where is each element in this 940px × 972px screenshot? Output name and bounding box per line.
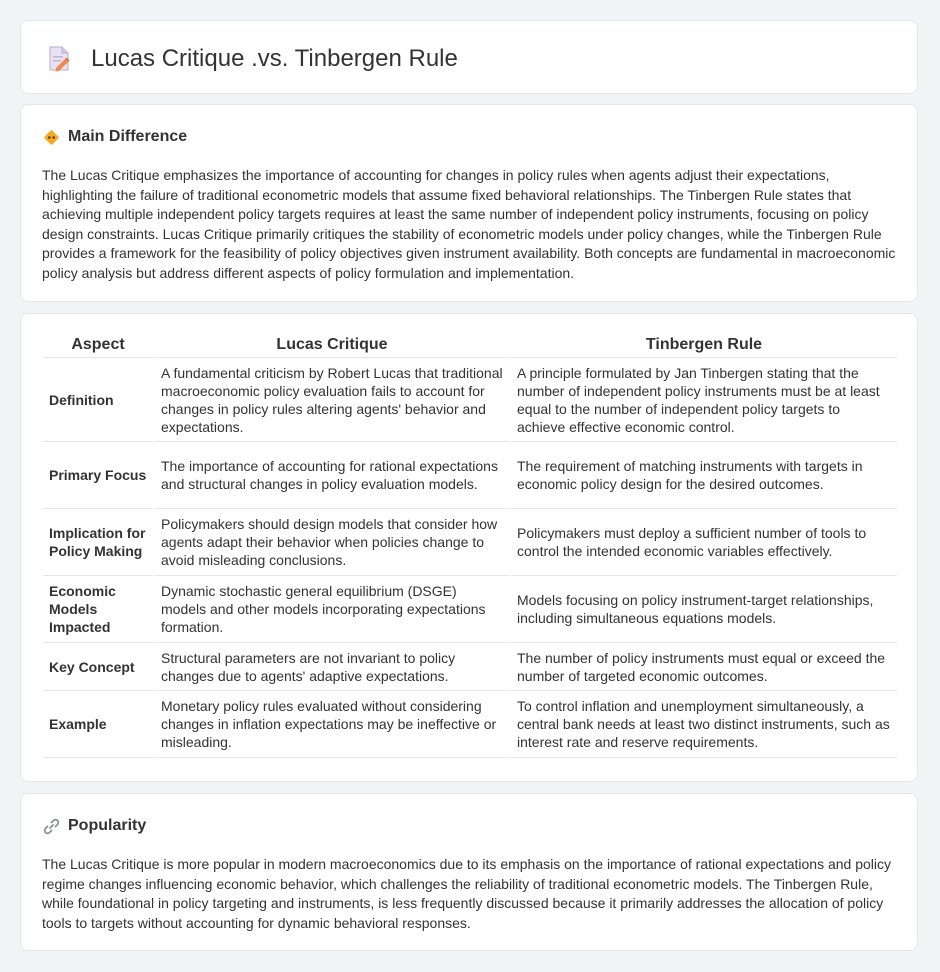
popularity-card: [20, 793, 918, 951]
table-row: [43, 509, 897, 576]
column-header-aspect: Aspect: [43, 333, 153, 358]
table-header-row: [43, 333, 897, 358]
aspect-cell: Key Concept: [43, 643, 153, 691]
tinbergen-cell: The number of policy instruments must equal or exceed the number of targeted economic outcomes.: [511, 643, 897, 691]
table-row: [43, 643, 897, 691]
table-row: [43, 576, 897, 643]
main-difference-card: [20, 104, 918, 302]
aspect-cell: Implication for Policy Making: [43, 509, 153, 576]
aspect-cell: Economic Models Impacted: [43, 576, 153, 643]
lucas-cell: Monetary policy rules evaluated without considering changes in inflation expectations may be ineffective or misleading.: [155, 691, 509, 758]
lucas-cell: The importance of accounting for rational expectations and structural changes in policy evaluation models.: [155, 442, 509, 509]
main-difference-heading: Main Difference: [68, 128, 188, 145]
popularity-header: [43, 817, 146, 835]
tinbergen-cell: Models focusing on policy instrument-target relationships, including simultaneous equations models.: [511, 576, 897, 643]
lucas-cell: A fundamental criticism by Robert Lucas that traditional macroeconomic policy evaluation fails to account for changes in policy rules altering agents' behavior and expectations.: [155, 358, 509, 442]
popularity-text: The Lucas Critique is more popular in modern macroeconomics due to its emphasis on the importance of rational expectations and policy regime changes influencing economic behavior, which challenges the reliability of traditional econometric models. The Tinbergen Rule, while foundational in policy targeting and instruments, is less frequently discussed because it primarily addresses the allocation of policy tools to targets without accounting for dynamic behavioral responses.: [42, 856, 891, 931]
aspect-cell: Primary Focus: [43, 442, 153, 509]
link-icon: [43, 818, 60, 835]
lucas-cell: Dynamic stochastic general equilibrium (DSGE) models and other models incorporating expectations formation.: [155, 576, 509, 643]
column-header-lucas: Lucas Critique: [155, 333, 509, 358]
lucas-cell: Structural parameters are not invariant to policy changes due to agents' adaptive expectations.: [155, 643, 509, 691]
tinbergen-cell: To control inflation and unemployment simultaneously, a central bank needs at least two distinct instruments, such as interest rate and reserve requirements.: [511, 691, 897, 758]
diamond-sign-icon: [43, 129, 60, 146]
comparison-card: [20, 313, 918, 782]
tinbergen-cell: A principle formulated by Jan Tinbergen stating that the number of independent policy instruments must be at least equal to the number of independent policy targets to achieve effective economic control.: [511, 358, 897, 442]
aspect-cell: Example: [43, 691, 153, 758]
lucas-cell: Policymakers should design models that consider how agents adapt their behavior when policies change to avoid misleading conclusions.: [155, 509, 509, 576]
table-row: [43, 442, 897, 509]
popularity-heading: Popularity: [68, 817, 147, 834]
main-difference-text: The Lucas Critique emphasizes the importance of accounting for changes in policy rules when agents adjust their expectations, highlighting the failure of traditional econometric models that assume fixed behavioral relationships. The Tinbergen Rule states that achieving multiple independent policy targets requires at least the same number of independent policy instruments, focusing on policy design constraints. Lucas Critique primarily critiques the stability of econometric models under policy changes, while the Tinbergen Rule provides a framework for the feasibility of policy objectives given instrument availability. Both concepts are fundamental in macroeconomic policy analysis but address different aspects of policy formulation and implementation.: [42, 167, 896, 281]
column-header-tinbergen: Tinbergen Rule: [511, 333, 897, 358]
title-row: [47, 45, 458, 73]
title-card: [20, 20, 918, 94]
main-difference-header: [43, 128, 187, 146]
tinbergen-cell: The requirement of matching instruments with targets in economic policy design for the desired outcomes.: [511, 442, 897, 509]
comparison-table: [41, 333, 899, 758]
table-row: [43, 691, 897, 758]
document-edit-icon: [47, 46, 71, 72]
table-row: [43, 358, 897, 442]
page-title: Lucas Critique .vs. Tinbergen Rule: [91, 45, 458, 72]
aspect-cell: Definition: [43, 358, 153, 442]
tinbergen-cell: Policymakers must deploy a sufficient number of tools to control the intended economic variables effectively.: [511, 509, 897, 576]
